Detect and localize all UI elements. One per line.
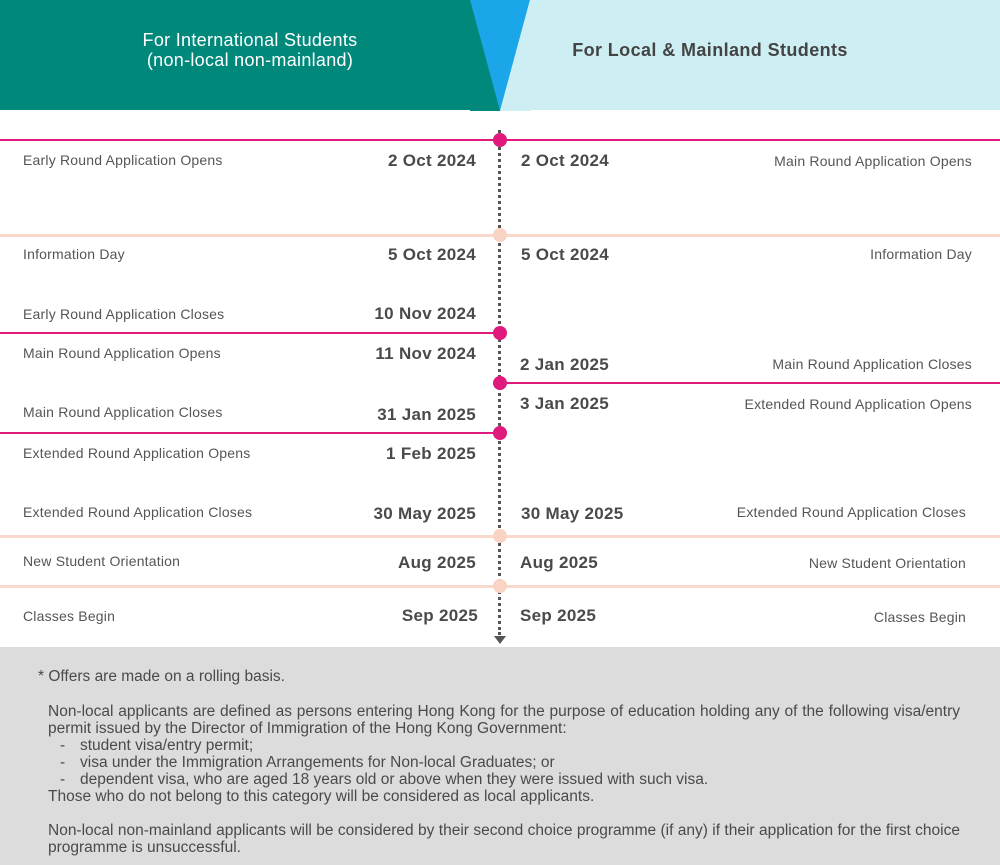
local-event-date: 5 Oct 2024 (521, 245, 610, 264)
visa-bullet-text: dependent visa, who are aged 18 years old or above when they were issued with such visa. (80, 771, 709, 788)
timeline-dot (493, 579, 507, 593)
local-event-label: Extended Round Application Closes (736, 504, 966, 520)
timeline-dot (493, 133, 507, 147)
local-event-date: 2 Jan 2025 (520, 355, 610, 374)
local-event-label: New Student Orientation (808, 555, 966, 571)
international-event-date: Aug 2025 (398, 553, 476, 572)
local-event-label: Information Day (870, 246, 972, 262)
local-event-date: 3 Jan 2025 (520, 394, 610, 413)
bullet-marker: - (60, 771, 66, 788)
international-event-label: Early Round Application Closes (23, 306, 225, 322)
international-event-date: 11 Nov 2024 (375, 344, 476, 363)
bullet-marker: - (60, 737, 66, 754)
international-event-date: 31 Jan 2025 (377, 405, 476, 424)
timeline-dot (493, 326, 507, 340)
offers-note: * Offers are made on a rolling basis. (38, 668, 285, 685)
international-event-label: Extended Round Application Opens (23, 445, 251, 461)
local-event-label: Extended Round Application Opens (744, 396, 972, 412)
visa-bullet (60, 754, 555, 771)
second-choice-note: Non-local non-mainland applicants will be considered by their second choice programme (if any) if their application for the first choice programme is unsuccessful. (48, 822, 960, 856)
international-event-label: Extended Round Application Closes (23, 504, 253, 520)
visa-bullet-text: visa under the Immigration Arrangements for Non-local Graduates; or (80, 754, 555, 771)
local-event-label: Main Round Application Closes (772, 356, 972, 372)
local-event-label: Main Round Application Opens (774, 153, 972, 169)
bullet-marker: - (60, 754, 66, 771)
timeline-dot (493, 529, 507, 543)
non-local-definition: Non-local applicants are defined as persons entering Hong Kong for the purpose of education holding any of the following visa/entry permit issued by the Director of Immigration of the Hong Kong Government: (48, 703, 960, 737)
international-event-date: 5 Oct 2024 (387, 245, 476, 264)
international-event-date: 2 Oct 2024 (387, 151, 476, 170)
visa-bullet (60, 737, 253, 754)
timeline-arrow-icon (494, 636, 506, 644)
visa-bullet-text: student visa/entry permit; (80, 737, 254, 754)
international-event-date: 10 Nov 2024 (374, 304, 476, 323)
timeline-dot (493, 376, 507, 390)
international-event-date: Sep 2025 (401, 606, 478, 625)
international-event-label: Classes Begin (23, 608, 116, 624)
international-event-date: 1 Feb 2025 (386, 444, 476, 463)
international-header-title-line2: (non-local non-mainland) (146, 50, 354, 70)
local-event-label: Classes Begin (873, 609, 966, 625)
local-event-date: 2 Oct 2024 (521, 151, 610, 170)
international-event-label: Early Round Application Opens (23, 152, 223, 168)
timeline-rule-magenta (500, 382, 1000, 384)
international-header-title (0, 30, 500, 70)
local-category-note: Those who do not belong to this category will be considered as local applicants. (48, 788, 595, 805)
visa-bullet (60, 771, 708, 788)
local-event-date: Sep 2025 (520, 606, 597, 625)
local-event-date: Aug 2025 (520, 553, 598, 572)
international-event-label: New Student Orientation (23, 553, 181, 569)
timeline-dot (493, 426, 507, 440)
international-event-date: 30 May 2025 (373, 504, 476, 523)
local-event-date: 30 May 2025 (521, 504, 624, 523)
international-header-title-line1: For International Students (142, 30, 358, 50)
local-header-title: For Local & Mainland Students (572, 40, 848, 60)
international-event-label: Main Round Application Closes (23, 404, 223, 420)
timeline-dot (493, 228, 507, 242)
international-event-label: Information Day (23, 246, 125, 262)
timeline-rule-magenta (0, 432, 500, 434)
timeline-rule-magenta (0, 332, 500, 334)
international-event-label: Main Round Application Opens (23, 345, 221, 361)
